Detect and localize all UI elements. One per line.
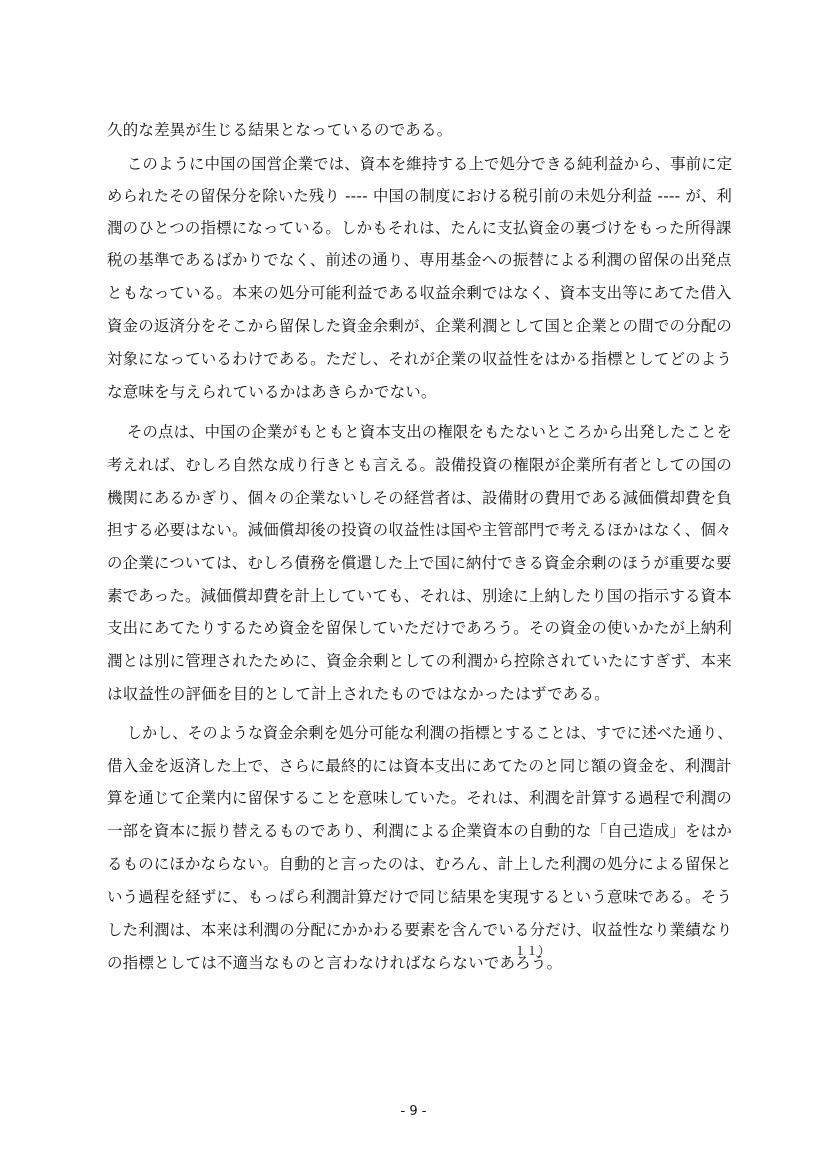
paragraph-first-line: その点は、中国の企業がもともと資本支出の権限をもたないところから出発したことを [127,423,733,441]
text-line: 考えれば、むしろ自然な成り行きとも言える。設備投資の権限が企業所有者としての国の [107,456,733,474]
footnote-marker: １１） [514,944,551,958]
text-line: 算を通じて企業内に留保することを意味していた。それは、利潤を計算する過程で利潤の [107,789,733,807]
page-number: - 9 - [400,1104,427,1119]
text-line: の指標としては不適当なものと言わなければならないであろう。 [107,954,563,972]
text-line: は収益性の評価を目的として計上されたものではなかったはずである。 [107,685,610,703]
text-line: 税の基準であるばかりでなく、前述の通り、専用基金への振替による利潤の留保の出発点 [107,251,732,269]
text-line: の企業については、むしろ債務を償還した上で国に納付できる資金余剰のほうが重要な要 [107,554,732,572]
paragraph-first-line: このように中国の国営企業では、資本を維持する上で処分できる純利益から、事前に定 [127,155,733,173]
text-line: 機関にあるかぎり、個々の企業ないしその経営者は、設備財の費用である減価償却費を負 [107,489,733,507]
text-line: るものにほかならない。自動的と言ったのは、むろん、計上した利潤の処分による留保と [107,855,732,873]
text-line: ともなっている。本来の処分可能利益である収益余剰ではなく、資本支出等にあてた借入 [107,284,732,302]
text-line: 潤のひとつの指標になっている。しかもそれは、たんに支払資金の裏づけをもった所得課 [107,219,732,237]
text-line: 対象になっているわけである。ただし、それが企業の収益性をはかる指標としてどのよう [107,350,733,368]
text-line: 久的な差異が生じる結果となっているのである。 [107,121,453,139]
text-line: いう過程を経ずに、もっぱら利潤計算だけで同じ結果を実現するという意味である。そう [107,888,733,906]
text-line: 素であった。減価償却費を計上していても、それは、別途に上納したり国の指示する資本 [107,587,732,605]
text-line: な意味を与えられているかはあきらかでない。 [107,383,437,401]
text-line: 支出にあてたりするため資金を留保していただけであろう。その資金の使いかたが上納利 [107,619,733,637]
text-line: 潤とは別に管理されたために、資金余剰としての利潤から控除されていたにすぎず、本来 [107,652,732,670]
text-line: められたその留保分を除いた残り ---- 中国の制度における税引前の未処分利益 ---- が、利 [107,187,733,205]
text-line: 一部を資本に振り替えるものであり、利潤による企業資本の自動的な「自己造成」をはか [107,822,733,840]
text-line: 借入金を返済した上で、さらに最終的には資本支出にあてたのと同じ額の資金を、利潤計 [107,757,732,775]
text-line: 資金の返済分をそこから留保した資金余剰が、企業利潤として国と企業との間での分配の [107,317,733,335]
text-line: 担する必要はない。減価償却後の投資の収益性は国や主管部門で考えるほかはなく、個々 [107,521,732,539]
text-line: した利潤は、本来は利潤の分配にかかわる要素を含んでいる分だけ、収益性なり業績なり [107,921,733,939]
paragraph-first-line: しかし、そのような資金余剰を処分可能な利潤の指標とすることは、すでに述べた通り、 [127,724,733,742]
